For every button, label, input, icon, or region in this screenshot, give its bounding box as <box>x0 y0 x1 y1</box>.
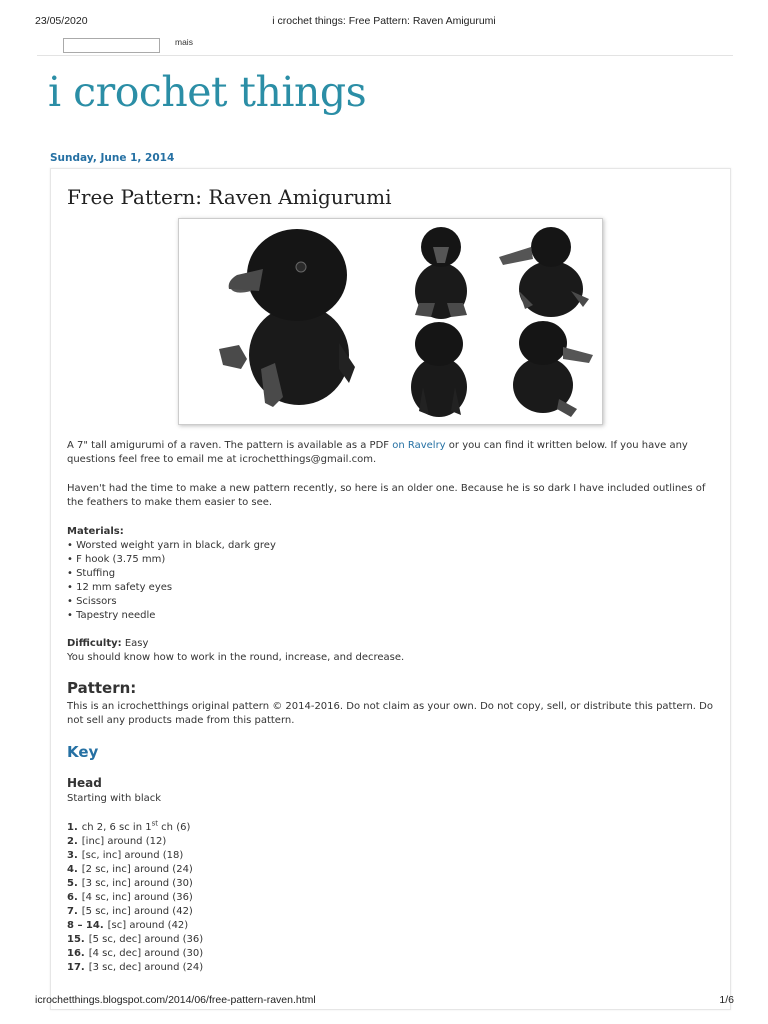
key-heading[interactable]: Key <box>67 743 99 761</box>
list-item: • Tapestry needle <box>67 609 717 623</box>
round-row: 16. [4 sc, dec] around (30) <box>67 948 204 959</box>
round-row: 8 – 14. [sc] around (42) <box>67 920 189 931</box>
ravelry-link[interactable]: on Ravelry <box>392 440 446 451</box>
more-link[interactable]: mais <box>175 37 193 47</box>
list-item: • Stuffing <box>67 567 717 581</box>
materials-list <box>67 539 717 623</box>
round-row: 5. [3 sc, inc] around (30) <box>67 878 193 889</box>
list-item: • 12 mm safety eyes <box>67 581 717 595</box>
blogger-navbar <box>37 31 733 56</box>
blog-title[interactable]: i crochet things <box>48 68 367 116</box>
raven-illustration <box>179 219 602 424</box>
note-paragraph: Haven't had the time to make a new pattern recently, so here is an older one. Because he is so dark I have included outlines of the feathers to make them easier to see. <box>67 483 706 508</box>
pattern-heading: Pattern: <box>67 679 137 697</box>
raven-photo[interactable] <box>178 218 603 425</box>
starting-note: Starting with black <box>67 793 162 804</box>
round-row: 17. [3 sc, dec] around (24) <box>67 962 204 973</box>
difficulty-label: Difficulty: <box>67 638 122 649</box>
difficulty-value: Easy <box>124 638 149 649</box>
round-row: 6. [4 sc, inc] around (36) <box>67 892 193 903</box>
intro-paragraph <box>67 439 717 467</box>
copyright-notice: This is an icrochetthings original pattern © 2014-2016. Do not claim as your own. Do not copy, sell, or distribute this pattern. Do not sell any products made from this pattern. <box>67 701 713 726</box>
post-date: Sunday, June 1, 2014 <box>50 152 175 164</box>
difficulty-section <box>67 637 717 665</box>
post-container <box>50 168 731 1010</box>
head-heading: Head <box>67 776 102 790</box>
round-row: 7. [5 sc, inc] around (42) <box>67 906 193 917</box>
round-row: 2. [inc] around (12) <box>67 836 167 847</box>
materials-label: Materials: <box>67 526 124 537</box>
search-input[interactable] <box>63 38 160 53</box>
page-number: 1/6 <box>719 994 734 1006</box>
list-item: • Scissors <box>67 595 717 609</box>
materials-section <box>67 525 717 623</box>
intro-text-before: A 7" tall amigurumi of a raven. The pattern is available as a PDF <box>67 440 393 451</box>
print-date: 23/05/2020 <box>35 15 88 27</box>
rounds-list <box>67 821 717 975</box>
round-row: 3. [sc, inc] around (18) <box>67 850 184 861</box>
intro-text-after: or you can find it written below. If you have any questions feel free to email me at icrochetthings@gmail.com. <box>67 440 688 465</box>
post-title[interactable]: Free Pattern: Raven Amigurumi <box>67 185 392 209</box>
difficulty-note: You should know how to work in the round, increase, and decrease. <box>67 652 405 663</box>
print-page-title: i crochet things: Free Pattern: Raven Amigurumi <box>272 15 496 27</box>
list-item: • Worsted weight yarn in black, dark grey <box>67 539 717 553</box>
round-row: 15. [5 sc, dec] around (36) <box>67 934 204 945</box>
round-row: 4. [2 sc, inc] around (24) <box>67 864 193 875</box>
print-url: icrochetthings.blogspot.com/2014/06/free-pattern-raven.html <box>35 994 316 1006</box>
list-item: • F hook (3.75 mm) <box>67 553 717 567</box>
round-row: 1. ch 2, 6 sc in 1st ch (6) <box>67 819 191 833</box>
